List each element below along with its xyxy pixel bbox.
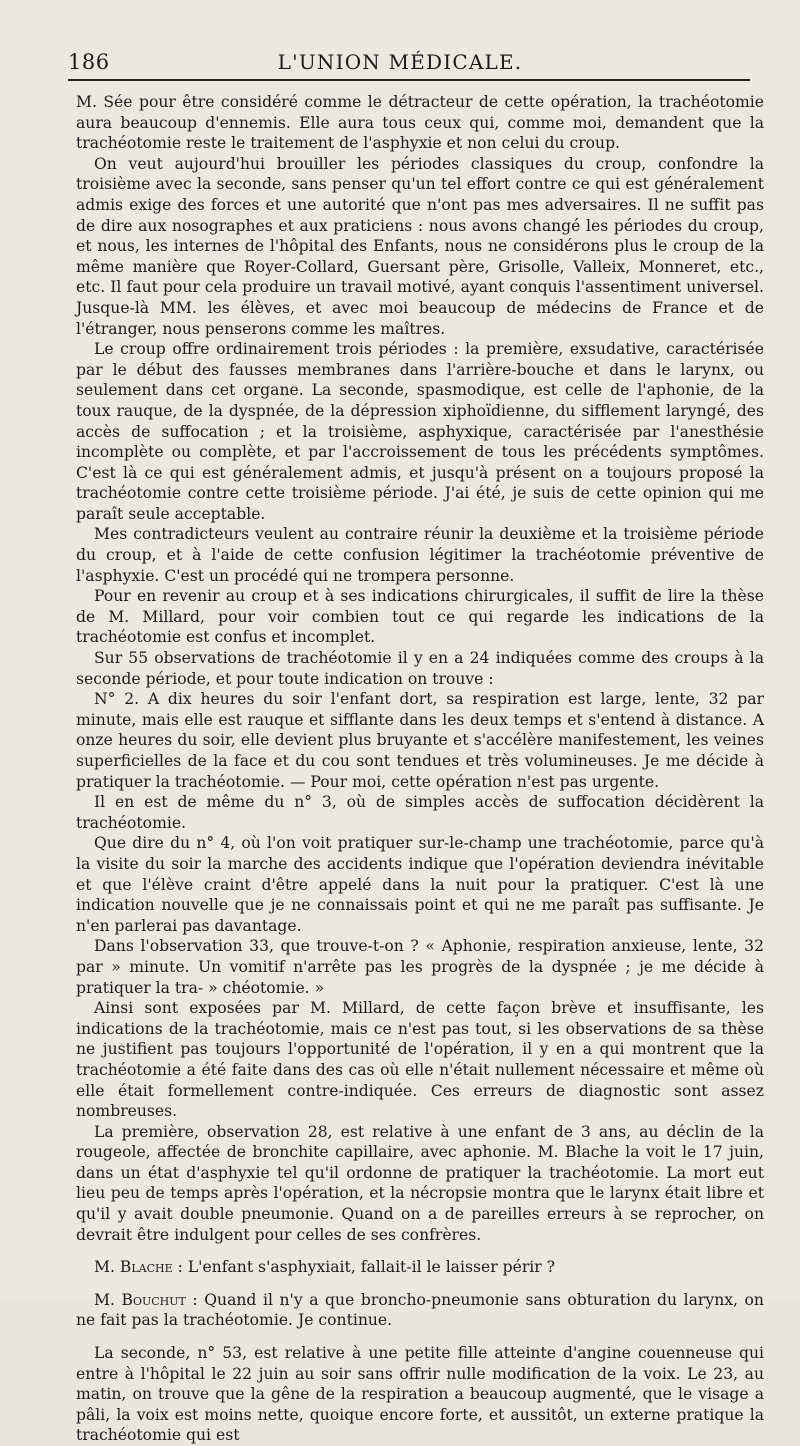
paragraph: On veut aujourd'hui brouiller les périodes classiques du croup, confondre la troisième avec la seconde, sans penser qu'un tel effort contre ce qui est généralement admis exige des forces et une autorité que n'ont pas mes adversaires. Il ne suffit pas de dire aux nosographes et aux praticiens : nous avons changé les périodes du croup, et nous, les internes de l'hôpital des Enfants, nous ne considérons plus le croup de la même manière que Royer-Collard, Guersant père, Grisolle, Valleix, Monneret, etc., etc. Il faut pour cela produire un travail motivé, ayant conquis l'assentiment universel. Jusque-là MM. les élèves, et avec moi beaucoup de médecins de France et de l'étranger, nous penserons comme les maîtres.	[76, 154, 764, 338]
page-header	[0, 44, 800, 78]
dialogue-text: Quand il n'y a que broncho-pneumonie sans obturation du larynx, on ne fait pas la trachéotomie. Je continue.	[76, 1290, 764, 1330]
dialogue-line	[76, 1257, 764, 1278]
paragraph: La première, observation 28, est relative à une enfant de 3 ans, au déclin de la rougeole, affectée de bronchite capillaire, avec aphonie. M. Blache la voit le 17 juin, dans un état d'asphyxie tel qu'il ordonne de pratiquer la trachéotomie. La mort eut lieu peu de temps après l'opération, et la nécropsie montra que le larynx était libre et qu'il y avait double pneumonie. Quand on a de pareilles erreurs à se reprocher, on devrait être indulgent pour celles de ses confrères.	[76, 1122, 764, 1244]
paragraph: Sur 55 observations de trachéotomie il y en a 24 indiquées comme des croups à la seconde période, et pour toute indication on trouve :	[76, 649, 764, 688]
paragraph: La seconde, n° 53, est relative à une petite fille atteinte d'angine couenneuse qui entre à l'hôpital le 22 juin au soir sans offrir nulle modification de la voix. Le 23, au matin, on trouve que la gêne de la respiration a beaucoup augmenté, que le visage a pâli, la voix est moins nette, quoique encore forte, et aussitôt, un externe pratique la trachéotomie qui est	[76, 1344, 764, 1445]
body-text	[76, 92, 764, 1446]
dialogue-text: L'enfant s'asphyxiait, fallait-il le laisser périr ?	[187, 1258, 556, 1277]
paragraph: Il en est de même du n° 3, où de simples accès de suffocation décidèrent la trachéotomie.	[76, 793, 764, 832]
paragraph: Mes contradicteurs veulent au contraire réunir la deuxième et la troisième période du croup, et à l'aide de cette confusion légitimer la trachéotomie préventive de l'asphyxie. C'est un procédé qui ne trompera personne.	[76, 525, 764, 585]
speaker-name: M. Bouchut :	[94, 1290, 198, 1309]
paragraph: M. Sée pour être considéré comme le détracteur de cette opération, la trachéotomie aura beaucoup d'ennemis. Elle aura tous ceux qui, comme moi, demandent que la trachéotomie reste le traitement de l'asphyxie et non celui du croup.	[76, 93, 764, 153]
paragraph: Pour en revenir au croup et à ses indications chirurgicales, il suffit de lire la thèse de M. Millard, pour voir combien tout ce qui regarde les indications de la trachéotomie est confus et incomplet.	[76, 587, 764, 647]
running-title: L'UNION MÉDICALE.	[277, 50, 523, 74]
paragraph: Le croup offre ordinairement trois périodes : la première, exsudative, caractérisée par le début des fausses membranes dans l'arrière-bouche et dans le larynx, ou seulement dans cet organe. La seconde, spasmodique, est celle de l'aphonie, de la toux rauque, de la dyspnée, de la dépression xiphoïdienne, du sifflement laryngé, des accès de suffocation ; et la troisième, asphyxique, caractérisée par l'anesthésie incomplète ou complète, et par l'accroissement de tous les précédents symptômes. C'est là ce qui est généralement admis, et jusqu'à présent on a toujours proposé la trachéotomie contre cette troisième période. J'ai été, je suis de cette opinion qui me paraît seule acceptable.	[76, 340, 764, 523]
header-rule	[68, 79, 750, 81]
paragraph: Que dire du n° 4, où l'on voit pratiquer sur-le-champ une trachéotomie, parce qu'à la visite du soir la marche des accidents indique que l'opération deviendra inévitable et que l'élève craint d'être appelé dans la nuit pour la pratiquer. C'est là une indication nouvelle que je ne connaissais point et qui ne me paraît pas suffisante. Je n'en parlerai pas davantage.	[76, 834, 764, 935]
dialogue-line	[76, 1290, 764, 1331]
paragraph: N° 2. A dix heures du soir l'enfant dort, sa respiration est large, lente, 32 par minute, mais elle est rauque et sifflante dans les deux temps et s'entend à distance. A onze heures du soir, elle devient plus bruyante et s'accélère manifestement, les veines superficielles de la face et du cou sont tendues et très volumineuses. Je me décide à pratiquer la trachéotomie. — Pour moi, cette opération n'est pas urgente.	[76, 690, 764, 791]
speaker-name: M. Blache :	[94, 1258, 183, 1277]
paragraph: Ainsi sont exposées par M. Millard, de cette façon brève et insuffisante, les indications de la trachéotomie, mais ce n'est pas tout, si les observations de sa thèse ne justifient pas toujours l'opportunité de l'opération, il y en a qui montrent que la trachéotomie a été faite dans des cas où elle n'était nullement nécessaire et même où elle était formellement contre-indiquée. Ces erreurs de diagnostic sont assez nombreuses.	[76, 999, 764, 1121]
page-number: 186	[68, 50, 110, 74]
paragraph: Dans l'observation 33, que trouve-t-on ? « Aphonie, respiration anxieuse, lente, 32 par » minute. Un vomitif n'arrête pas les progrès de la dyspnée ; je me décide à pratiquer la tra- » chéotomie. »	[76, 937, 764, 997]
